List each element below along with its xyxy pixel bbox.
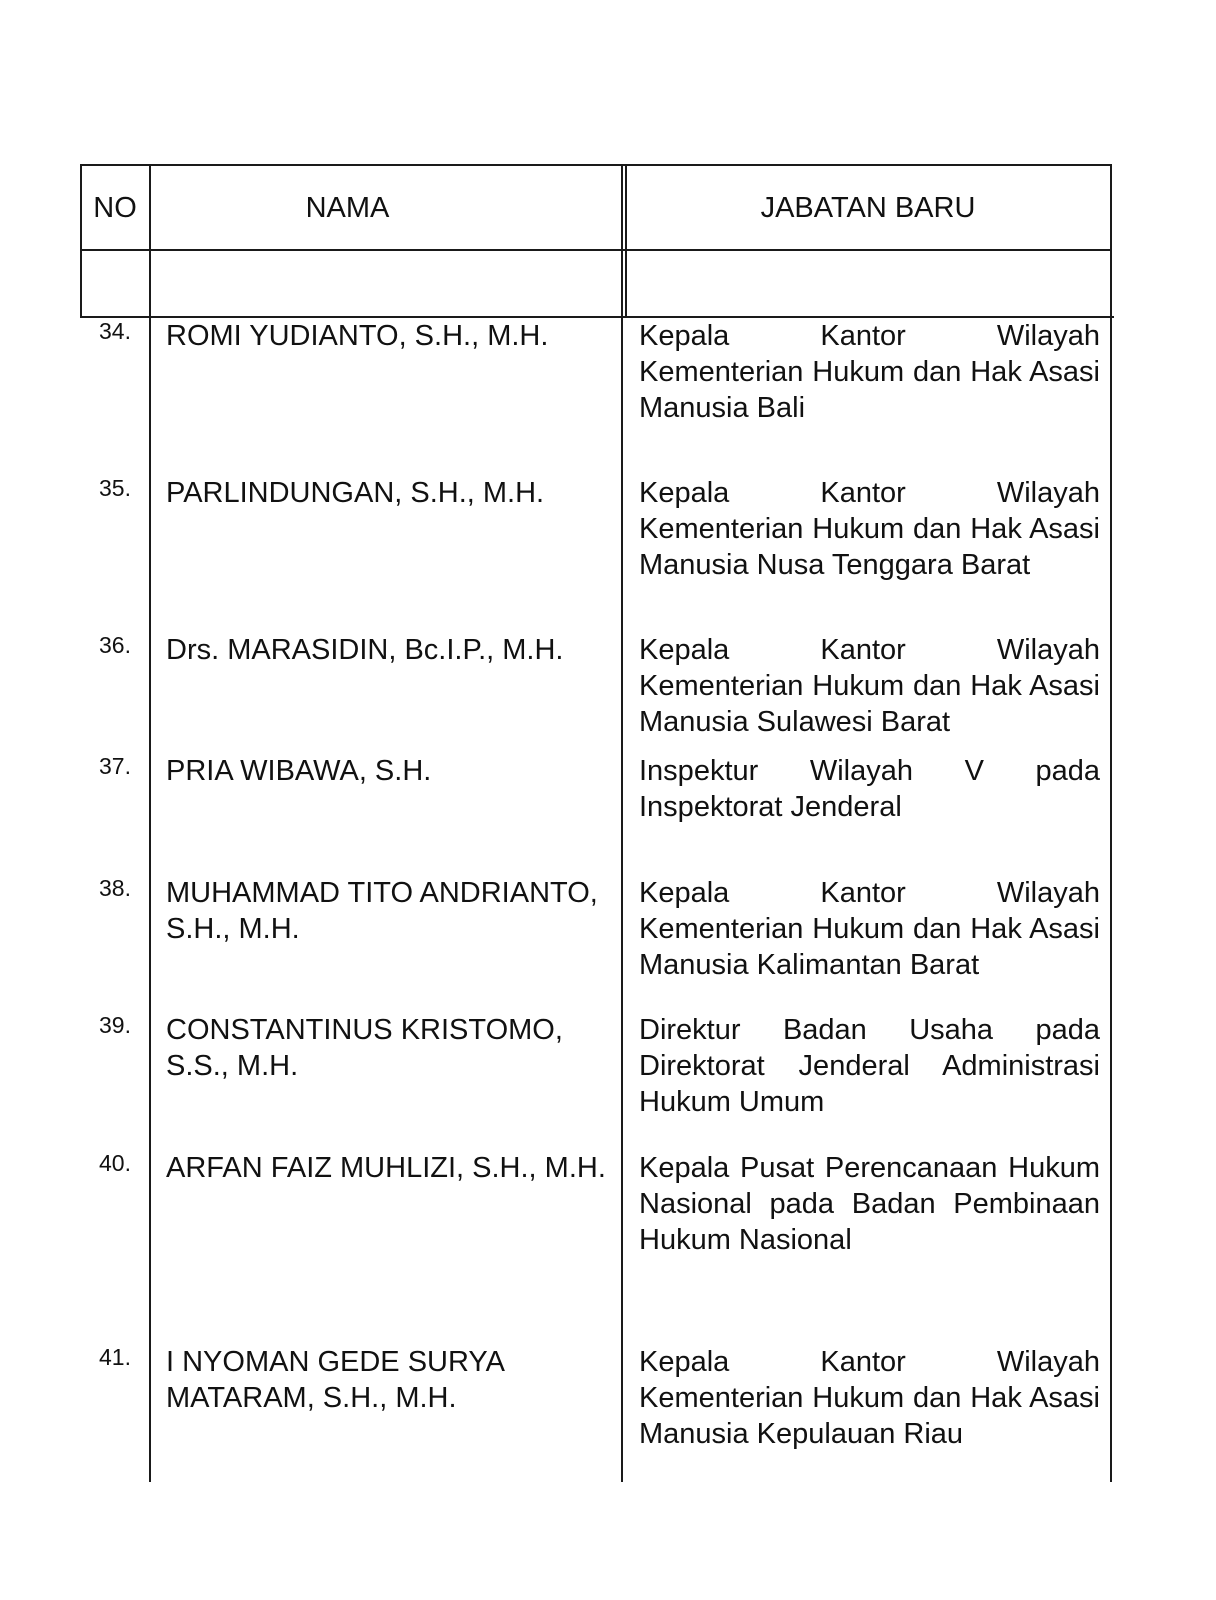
row-number: 36. [99, 632, 131, 658]
row-jabatan: Inspektur Wilayah V pada Inspektorat Jenderal [639, 755, 1100, 823]
row-nama: Drs. MARASIDIN, Bc.I.P., M.H. [166, 634, 564, 666]
row-nama: CONSTANTINUS KRISTOMO, S.S., M.H. [166, 1014, 563, 1082]
row-jabatan: Kepala Kantor Wilayah Kementerian Hukum dan Hak Asasi Manusia Kalimantan Barat [639, 877, 1100, 981]
column-divider-nama-jabatan-double [625, 164, 627, 316]
table-left-border [80, 164, 82, 318]
column-divider-nama-jabatan [621, 164, 623, 1482]
row-jabatan: Kepala Kantor Wilayah Kementerian Hukum dan Hak Asasi Manusia Bali [639, 320, 1100, 424]
row-jabatan: Kepala Pusat Perencanaan Hukum Nasional pada Badan Pembinaan Hukum Nasional [639, 1152, 1100, 1256]
row-nama: PRIA WIBAWA, S.H. [166, 755, 432, 787]
row-number: 41. [99, 1344, 131, 1370]
header-bottom-border [80, 249, 1112, 251]
column-divider-no-nama [149, 164, 151, 1482]
row-number: 37. [99, 753, 131, 779]
table-right-border [1110, 164, 1112, 1482]
row-number: 38. [99, 875, 131, 901]
row-jabatan: Direktur Badan Usaha pada Direktorat Jenderal Administrasi Hukum Umum [639, 1014, 1100, 1118]
header-no: NO [93, 192, 137, 224]
header-nama: NAMA [305, 192, 390, 224]
row-nama: I NYOMAN GEDE SURYA MATARAM, S.H., M.H. [166, 1346, 504, 1414]
row-nama: ROMI YUDIANTO, S.H., M.H. [166, 320, 549, 352]
table-top-border [80, 164, 1112, 166]
row-number: 35. [99, 475, 131, 501]
row-number: 34. [99, 318, 131, 344]
row-nama: MUHAMMAD TITO ANDRIANTO, S.H., M.H. [166, 877, 598, 945]
row-jabatan: Kepala Kantor Wilayah Kementerian Hukum dan Hak Asasi Manusia Kepulauan Riau [639, 1346, 1100, 1450]
header-jabatan-baru: JABATAN BARU [760, 192, 976, 224]
row-number: 40. [99, 1150, 131, 1176]
row-nama: PARLINDUNGAN, S.H., M.H. [166, 477, 545, 509]
row-number: 39. [99, 1012, 131, 1038]
row-jabatan: Kepala Kantor Wilayah Kementerian Hukum dan Hak Asasi Manusia Sulawesi Barat [639, 634, 1100, 738]
row-nama: ARFAN FAIZ MUHLIZI, S.H., M.H. [166, 1152, 606, 1184]
row-jabatan: Kepala Kantor Wilayah Kementerian Hukum dan Hak Asasi Manusia Nusa Tenggara Barat [639, 477, 1100, 581]
